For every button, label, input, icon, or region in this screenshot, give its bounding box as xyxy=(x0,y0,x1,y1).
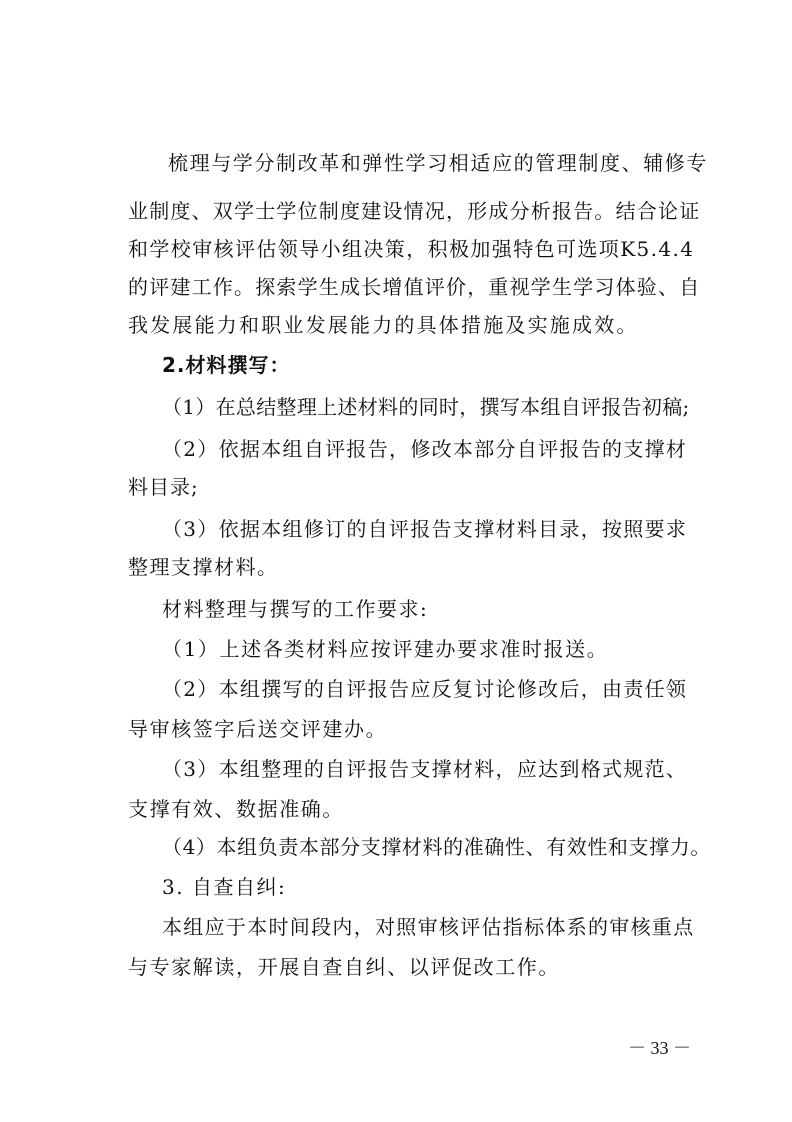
list-item: （3）本组整理的自评报告支撑材料，应达到格式规范、 xyxy=(162,757,688,781)
section-heading: 2.材料撰写： xyxy=(162,353,291,377)
paragraph-line: 本组应于本时间段内，对照审核评估指标体系的审核重点 xyxy=(162,915,695,939)
list-item: （3）依据本组修订的自评报告支撑材料目录，按照要求 xyxy=(162,517,688,541)
list-item-continuation: 整理支撑材料。 xyxy=(128,555,279,579)
section-heading: 3. 自查自纠: xyxy=(162,875,287,899)
paragraph-line: 的评建工作。探索学生成长增值评价，重视学生学习体验、自 xyxy=(128,275,701,299)
paragraph-line: 与专家解读，开展自查自纠、以评促改工作。 xyxy=(128,955,560,979)
list-item-continuation: 导审核签字后送交评建办。 xyxy=(128,717,388,741)
list-item: （4）本组负责本部分支撑材料的准确性、有效性和支撑力。 xyxy=(162,835,711,859)
list-item: （1）在总结整理上述材料的同时，撰写本组自评报告初稿; xyxy=(162,395,690,419)
paragraph-line: 我发展能力和职业发展能力的具体措施及实施成效。 xyxy=(128,313,639,337)
paragraph-line: 和学校审核评估领导小组决策，积极加强特色可选项K5.4.4 xyxy=(128,237,695,261)
list-item: （2）依据本组自评报告，修改本部分自评报告的支撑材 xyxy=(162,437,688,461)
section-heading: 材料整理与撰写的工作要求: xyxy=(162,597,429,621)
list-item-continuation: 料目录; xyxy=(128,475,199,499)
page-number: － 33 － xyxy=(628,1038,691,1058)
paragraph-line: 业制度、双学士学位制度建设情况，形成分析报告。结合论证 xyxy=(128,199,701,223)
list-item: （2）本组撰写的自评报告应反复讨论修改后，由责任领 xyxy=(162,677,688,701)
list-item-continuation: 支撑有效、数据准确。 xyxy=(128,797,344,821)
paragraph-line: 梳理与学分制改革和弹性学习相适应的管理制度、辅修专 xyxy=(168,151,708,175)
list-item: （1）上述各类材料应按评建办要求准时报送。 xyxy=(162,637,609,661)
